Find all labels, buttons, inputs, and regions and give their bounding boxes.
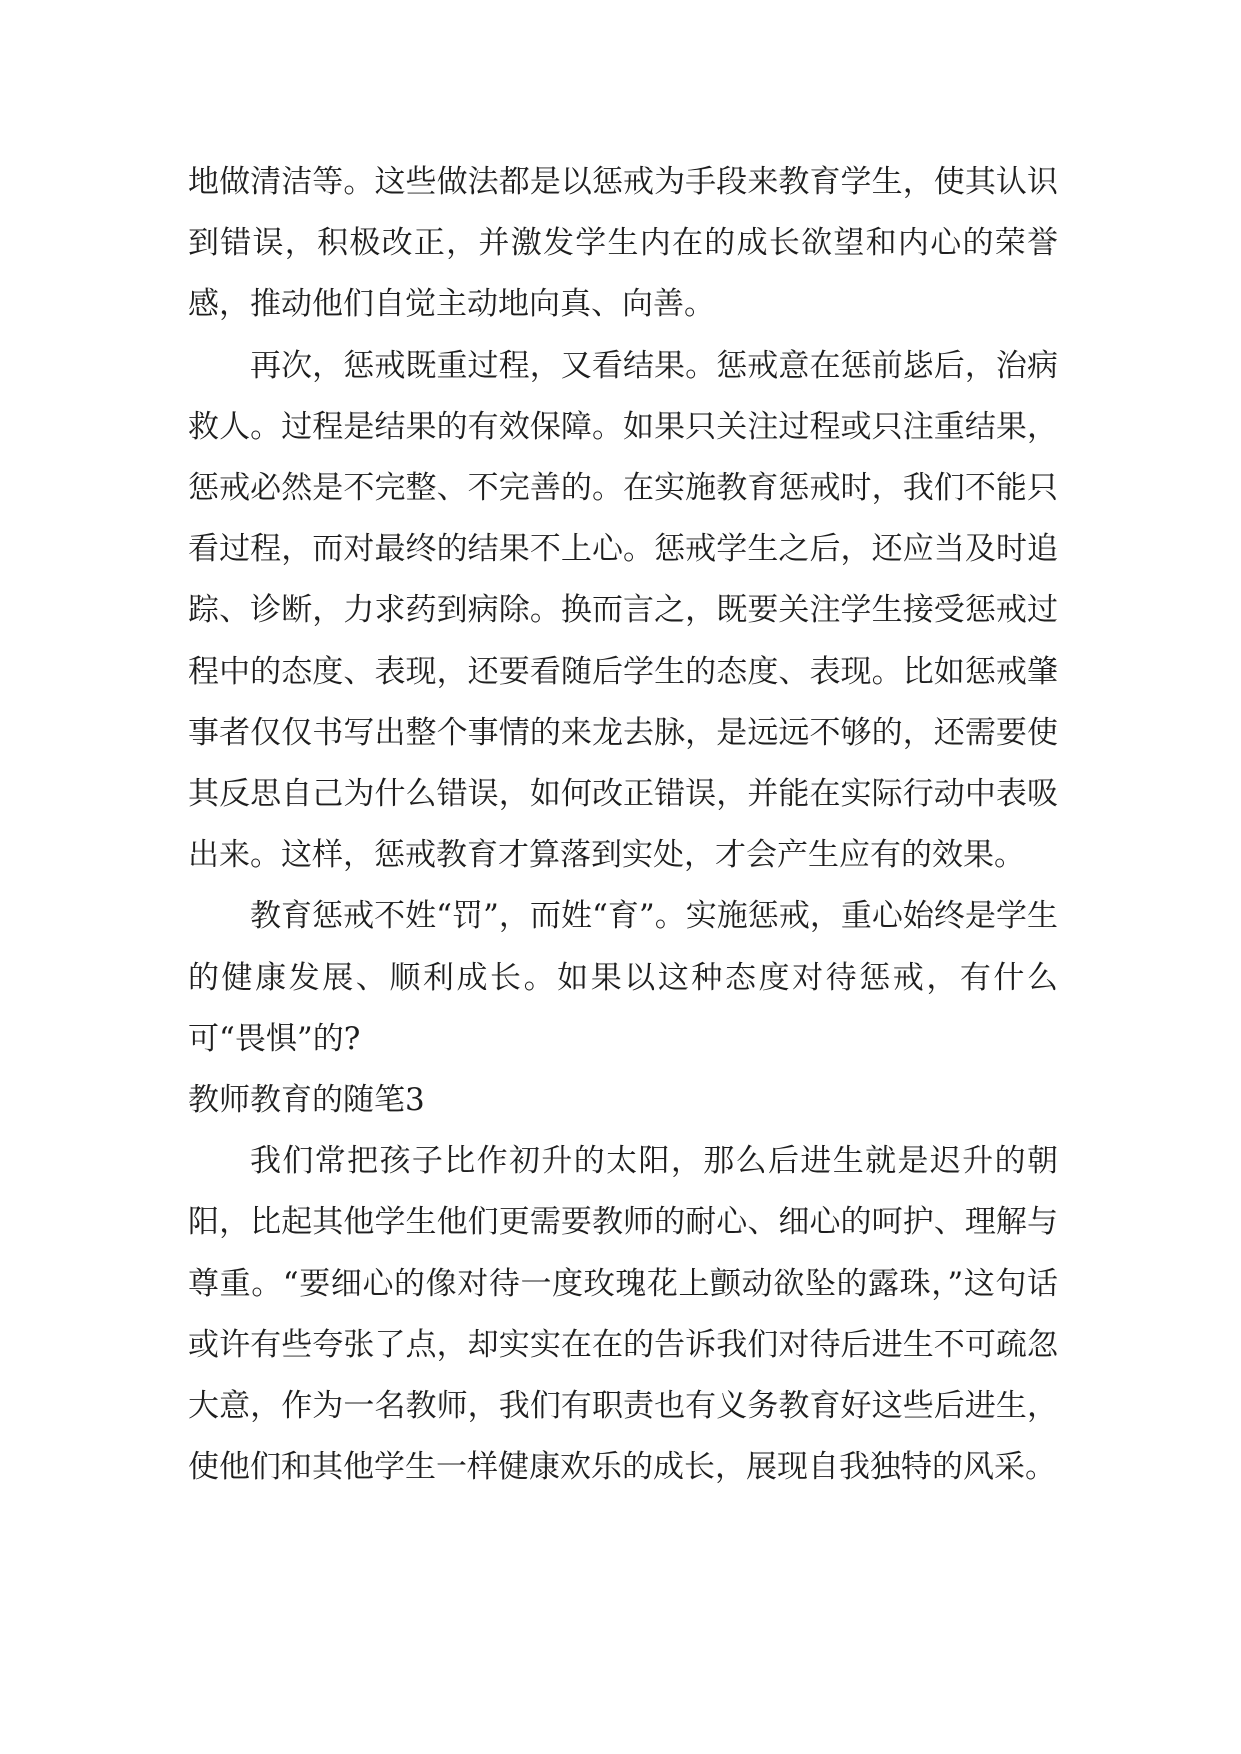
body-paragraph: 我们常把孩子比作初升的太阳，那么后进生就是迟升的朝阳，比起其他学生他们更需要教师的耐心、细心的呵护、理解与尊重。“要细心的像对待一度玫瑰花上颤动欲坠的露珠，”这句话或许有些夸张了点，却实实在在的告诉我们对待后进生不可疏忽大意，作为一名教师，我们有职责也有义务教育好这些后进生，使他们和其他学生一样健康欢乐的成长，展现自我独特的风采。 <box>188 1143 1058 1486</box>
body-paragraph: 教育惩戒不姓“罚”，而姓“育”。实施惩戒，重心始终是学生的健康发展、顺利成长。如果以这种态度对待惩戒，有什么可“畏惧”的? <box>188 898 1058 1057</box>
body-paragraph: 地做清洁等。这些做法都是以惩戒为手段来教育学生，使其认识到错误，积极改正，并激发学生内在的成长欲望和内心的荣誉感，推动他们自觉主动地向真、向善。 <box>188 164 1058 323</box>
document-body <box>188 152 1058 1498</box>
body-paragraph: 再次，惩戒既重过程，又看结果。惩戒意在惩前毖后，治病救人。过程是结果的有效保障。如果只关注过程或只注重结果，惩戒必然是不完整、不完善的。在实施教育惩戒时，我们不能只看过程，而对最终的结果不上心。惩戒学生之后，还应当及时追踪、诊断，力求药到病除。换而言之，既要关注学生接受惩戒过程中的态度、表现，还要看随后学生的态度、表现。比如惩戒肇事者仅仅书写出整个事情的来龙去脉，是远远不够的，还需要使其反思自己为什么错误，如何改正错误，并能在实际行动中表吸出来。这样，惩戒教育才算落到实处，才会产生应有的效果。 <box>188 347 1058 874</box>
section-heading: 教师教育的随笔3 <box>188 1082 425 1119</box>
